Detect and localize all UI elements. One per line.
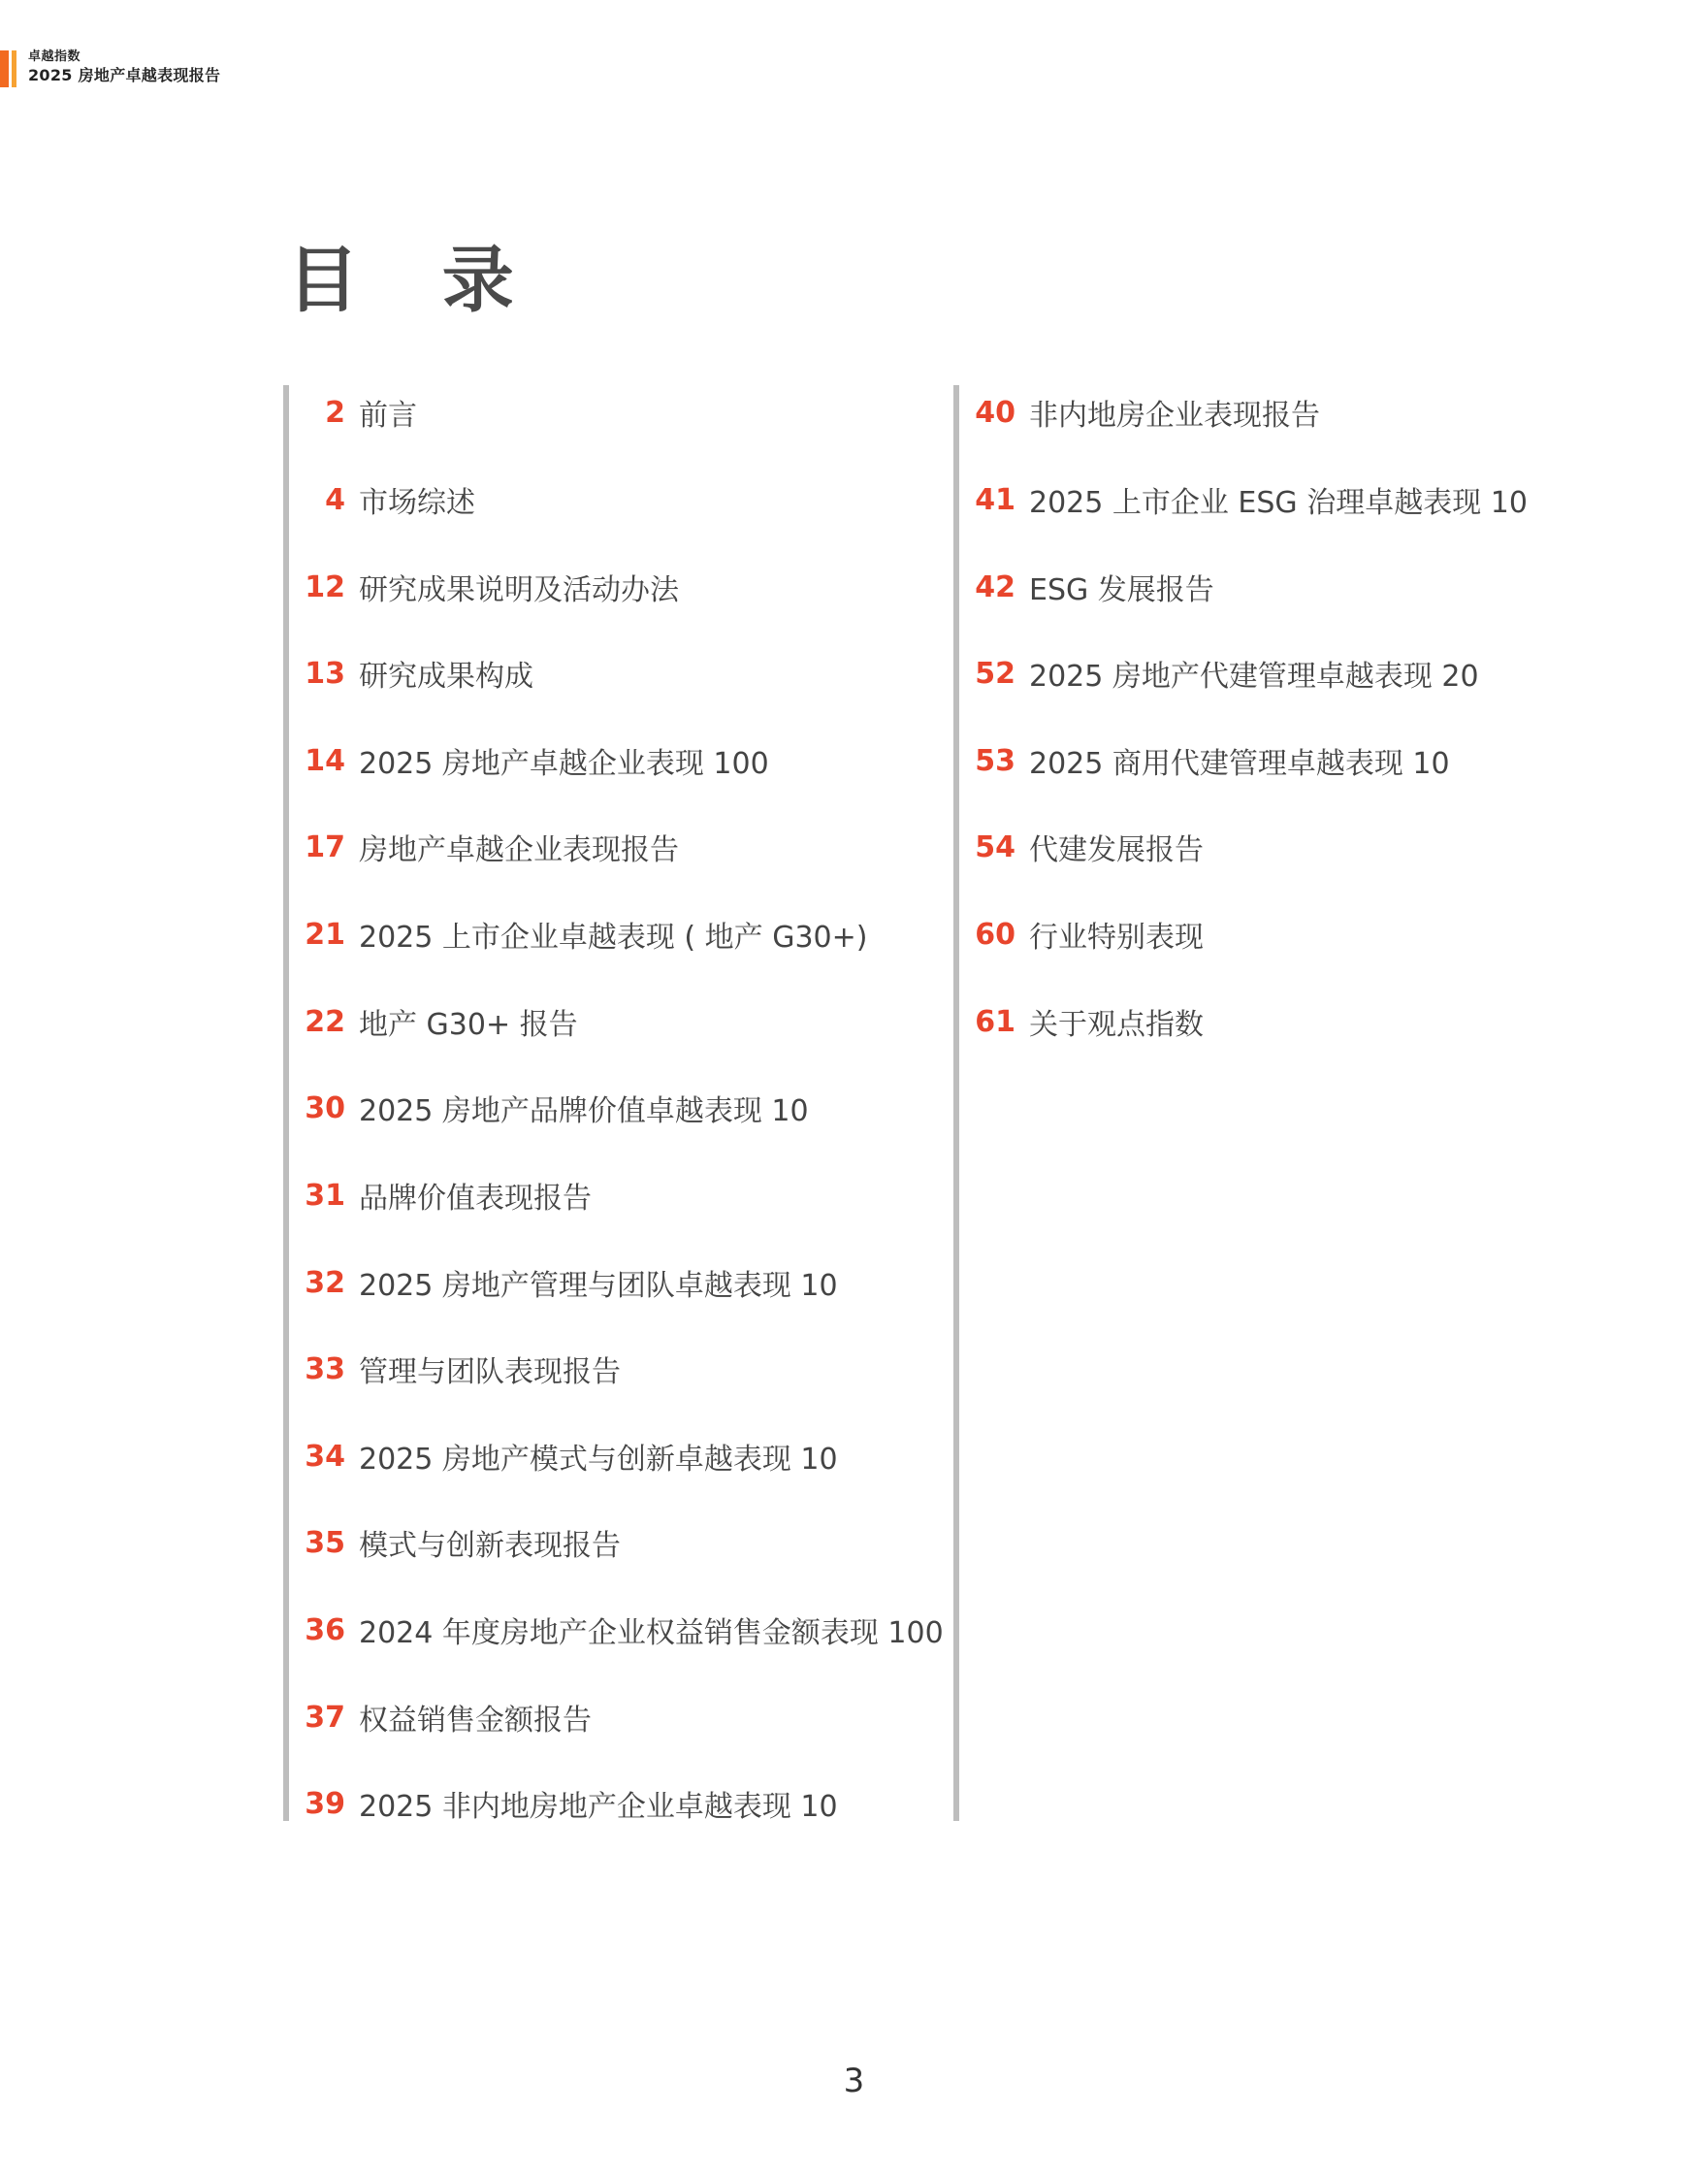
- brand-logo-bar-accent: [12, 50, 16, 87]
- toc-entry[interactable]: [289, 915, 867, 954]
- toc-label: 2025 非内地房地产企业卓越表现 10: [359, 1790, 838, 1824]
- toc-page-number: 30: [305, 1090, 345, 1125]
- toc-label: 模式与创新表现报告: [359, 1529, 621, 1563]
- toc-label: 品牌价值表现报告: [359, 1182, 592, 1216]
- brand-header: [0, 50, 220, 89]
- toc-entry[interactable]: [289, 654, 533, 693]
- toc-label: 非内地房企业表现报告: [1029, 399, 1320, 433]
- toc-page-number: 60: [975, 917, 1015, 952]
- toc-page-number: 13: [305, 656, 345, 691]
- toc-label: 2025 房地产代建管理卓越表现 20: [1029, 660, 1479, 694]
- toc-entry[interactable]: [959, 480, 1528, 519]
- toc-label: 市场综述: [359, 486, 475, 520]
- toc-label: 2025 商用代建管理卓越表现 10: [1029, 747, 1450, 781]
- toc-entry[interactable]: [959, 915, 1204, 954]
- toc-entry[interactable]: [959, 568, 1214, 606]
- toc-entry[interactable]: [289, 1349, 621, 1388]
- toc-label: 2025 房地产管理与团队卓越表现 10: [359, 1269, 838, 1303]
- toc-label: 2025 房地产品牌价值卓越表现 10: [359, 1094, 809, 1128]
- toc-label: 房地产卓越企业表现报告: [359, 833, 679, 867]
- toc-page-number: 31: [305, 1178, 345, 1213]
- toc-page-number: 52: [975, 656, 1015, 691]
- toc-entry[interactable]: [289, 568, 679, 606]
- toc-label: 研究成果构成: [359, 660, 533, 694]
- toc-page-number: 33: [305, 1351, 345, 1386]
- toc-entry[interactable]: [289, 1437, 838, 1476]
- toc-page-number: 39: [305, 1786, 345, 1821]
- toc-page-number: 2: [325, 395, 345, 430]
- toc-label: 2024 年度房地产企业权益销售金额表现 100: [359, 1616, 944, 1650]
- toc-entry[interactable]: [289, 1610, 944, 1649]
- toc-label: 权益销售金额报告: [359, 1704, 592, 1738]
- toc-label: 前言: [359, 399, 417, 433]
- toc-entry[interactable]: [289, 480, 475, 519]
- brand-text: [28, 50, 220, 83]
- toc-label: 管理与团队表现报告: [359, 1355, 621, 1389]
- toc-column-right: [953, 385, 1528, 1821]
- toc-page-number: 41: [975, 482, 1015, 517]
- toc-entry[interactable]: [289, 1523, 621, 1562]
- toc-label: 研究成果说明及活动办法: [359, 573, 679, 607]
- toc-column-left: [283, 385, 944, 1824]
- toc-entry[interactable]: [959, 393, 1320, 432]
- toc-entry[interactable]: [289, 741, 769, 780]
- toc-page-number: 36: [305, 1612, 345, 1647]
- toc-label: 2025 房地产卓越企业表现 100: [359, 747, 769, 781]
- toc-page-number: 4: [325, 482, 345, 517]
- toc-entry[interactable]: [959, 654, 1479, 693]
- toc-entry[interactable]: [289, 1263, 838, 1302]
- toc-page-number: 17: [305, 829, 345, 864]
- toc-entry[interactable]: [289, 1002, 578, 1041]
- page-title: 目 录: [287, 239, 543, 322]
- page-number: 3: [843, 2062, 865, 2100]
- toc-page-number: 12: [305, 569, 345, 604]
- toc-entry[interactable]: [289, 393, 417, 432]
- toc-entry[interactable]: [289, 1176, 592, 1215]
- toc-page-number: 61: [975, 1004, 1015, 1039]
- toc-label: 行业特别表现: [1029, 921, 1204, 955]
- toc-page-number: 34: [305, 1439, 345, 1474]
- report-title: 2025 房地产卓越表现报告: [28, 66, 221, 84]
- toc-page-number: 32: [305, 1265, 345, 1300]
- toc-page-number: 35: [305, 1525, 345, 1560]
- toc-entry[interactable]: [289, 1088, 809, 1127]
- toc-label: 地产 G30+ 报告: [359, 1008, 578, 1042]
- toc-entry[interactable]: [959, 741, 1450, 780]
- toc-entry[interactable]: [289, 1784, 838, 1823]
- toc-page-number: 37: [305, 1700, 345, 1735]
- toc-page-number: 53: [975, 743, 1015, 778]
- toc-page-number: 54: [975, 829, 1015, 864]
- toc-label: 2025 房地产模式与创新卓越表现 10: [359, 1443, 838, 1477]
- toc-page-number: 22: [305, 1004, 345, 1039]
- toc-label: 代建发展报告: [1029, 833, 1204, 867]
- toc-entry[interactable]: [289, 828, 679, 866]
- toc-label: 关于观点指数: [1029, 1008, 1204, 1042]
- toc-label: 2025 上市企业 ESG 治理卓越表现 10: [1029, 486, 1528, 520]
- toc-page-number: 21: [305, 917, 345, 952]
- toc-entry[interactable]: [959, 828, 1204, 866]
- toc-page-number: 14: [305, 743, 345, 778]
- toc-label: ESG 发展报告: [1029, 573, 1214, 607]
- toc-label: 2025 上市企业卓越表现 ( 地产 G30+): [359, 921, 868, 955]
- toc-page-number: 40: [975, 395, 1015, 430]
- brand-title: 卓越指数: [28, 49, 81, 64]
- toc-entry[interactable]: [289, 1698, 592, 1737]
- toc-page-number: 42: [975, 569, 1015, 604]
- brand-logo-bar: [0, 50, 9, 87]
- toc-entry[interactable]: [959, 1002, 1204, 1041]
